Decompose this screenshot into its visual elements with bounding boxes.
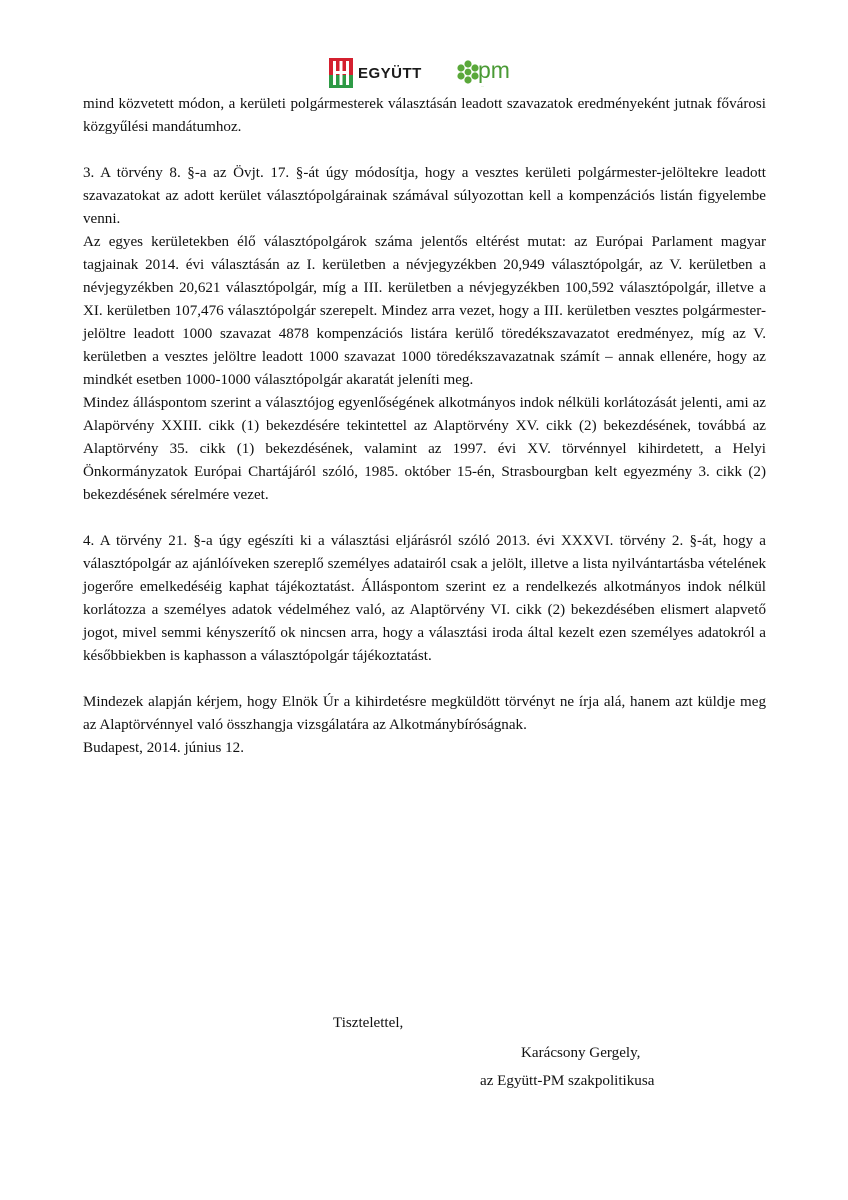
paragraph-request: Mindezek alapján kérjem, hogy Elnök Úr a kihirdetésre megküldött törvényt ne írja alá, hanem azt küldje meg az Alaptörvénnyel való összhangja vizsgálatára az Alkotmánybíróságnak. [83,694,766,733]
pm-flower-icon [457,60,478,83]
paragraph-point-3: 3. A törvény 8. §-a az Övjt. 17. §-át úgy módosítja, hogy a vesztes kerületi polgármester-jelöltekre leadott szavazatokat az adott kerület választópolgárainak számával súlyozottan kell a kompenzációs listán figyelembe venni. [83,165,766,227]
letterhead [0,56,848,92]
closing-salutation: Tisztelettel, [333,1015,404,1031]
pm-logo [456,56,524,92]
paragraph-continuation: mind közvetett módon, a kerületi polgármesterek választásán leadott szavazatok eredményeként jutnak fővárosi közgyűlési mandátumhoz. [83,96,766,135]
egyutt-emblem-icon [329,58,353,88]
letter-body [83,93,766,760]
signer-title: az Együtt-PM szakpolitikusa [480,1073,655,1089]
place-date: Budapest, 2014. június 12. [83,740,244,756]
paragraph-gap [83,139,766,162]
egyutt-logo [329,56,422,90]
pm-logo-text: pm [478,57,510,83]
egyutt-logo-text: EGYÜTT [358,64,422,82]
paragraph-gap [83,668,766,691]
paragraph-point-4: 4. A törvény 21. §-a úgy egészíti ki a választási eljárásról szóló 2013. évi XXXVI. törvény 2. §-át, hogy a választópolgár az ajánlóíveken szereplő személyes adatairól csak a jelölt, illetve a lista nyilvántartásba vételének jogerőre emelkedéséig kaphat tájékoztatást. Álláspontom szerint ez a rendelkezés alkotmányos indok nélkül korlátozza a személyes adatok védelméhez való, az Alaptörvény VI. cikk (2) bekezdésében elismert alapvető jogot, mivel semmi kényszerítő ok nincsen arra, hogy a választási iroda által kezelt ezen személyes adatokról a későbbiekben is kaphasson a választópolgár tájékoztatást. [83,533,766,664]
paragraph-gap [83,507,766,530]
signer-name: Karácsony Gergely, [521,1045,641,1061]
paragraph-opinion: Mindez álláspontom szerint a választójog egyenlőségének alkotmányos indok nélküli korlátozását jelenti, ami az Alapörvény XXIII. cikk (1) bekezdésére tekintettel az Alaptörvény XV. cikk (2) bekezdésének, továbbá az Alaptörvény 35. cikk (1) bekezdésének, valamint az 1997. évi XV. törvénnyel kihirdetett, a Helyi Önkormányzatok Európai Chartájáról szóló, 1985. október 15-én, Strasbourgban kelt egyezmény 3. cikk (2) bekezdésének sérelmére vezet. [83,395,766,503]
svg-text:...: ... [481,83,485,88]
paragraph-voter-numbers: Az egyes kerületekben élő választópolgárok száma jelentős eltérést mutat: az Európai Parlament magyar tagjainak 2014. évi választásán az I. kerületben a névjegyzékben 20,949 választópolgár, az V. kerületben a névjegyzékben 20,621 választópolgár, míg a III. kerületben a névjegyzékben 100,592 választópolgár, illetve a XI. kerületben 107,476 választópolgár szerepelt. Mindez arra vezet, hogy a III. kerületben vesztes polgármester-jelöltre leadott 1000 szavazat 4878 kompenzációs listára kerülő töredékszavazatot eredményez, míg az V. kerületben a vesztes jelöltre leadott 1000 szavazat 1000 töredékszavazatnak számít – annak ellenére, hogy az mindkét esetben 1000-1000 választópolgár akaratát jeleníti meg. [83,234,766,388]
